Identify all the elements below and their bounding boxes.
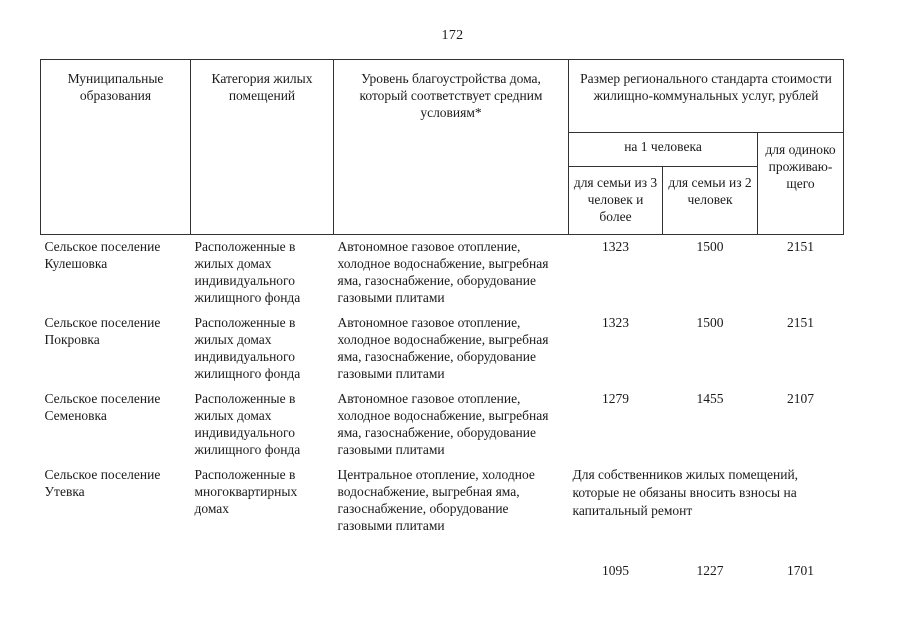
cell-category: Расположенные в жилых домах индивидуального жилищного фонда	[194, 315, 301, 381]
cell-single: 1701	[787, 563, 814, 578]
cell-family-2: 1500	[696, 239, 724, 254]
header-level: Уровень благоустройства дома, который соответствует средним условиям*	[334, 60, 569, 235]
cell-family-3: 1279	[602, 391, 629, 406]
header-municipal: Муниципальные образования	[41, 60, 191, 235]
cell-note: Для собственников жилых помещений, которые не обязаны вносить взносы на капитальный ремонт	[572, 467, 799, 518]
cell-municipal: Сельское поселение Утевка	[44, 467, 161, 499]
cell-category: Расположенные в жилых домах индивидуального жилищного фонда	[194, 391, 301, 457]
cell-single: 2107	[787, 391, 814, 406]
header-category: Категория жилых помещений	[191, 60, 334, 235]
cell-category: Расположенные в многоквартирных домах	[194, 467, 298, 516]
cell-municipal: Сельское поселение Семеновка	[44, 391, 161, 423]
header-per-person: на 1 человека	[569, 133, 758, 167]
cell-family-3: 1323	[602, 239, 629, 254]
cell-municipal: Сельское поселение Кулешовка	[44, 239, 161, 271]
cell-family-3: 1095	[602, 563, 629, 578]
cell-level: Автономное газовое отопление, холодное водоснабжение, выгребная яма, газоснабжение, оборудование газовыми плитами	[337, 239, 549, 305]
cell-family-2: 1500	[696, 315, 724, 330]
page-number: 172	[441, 28, 464, 43]
cell-municipal: Сельское поселение Покровка	[44, 315, 161, 347]
cell-family-2: 1227	[696, 563, 724, 578]
table-row	[41, 390, 844, 466]
cell-level: Автономное газовое отопление, холодное водоснабжение, выгребная яма, газоснабжение, оборудование газовыми плитами	[337, 315, 549, 381]
header-family-2: для семьи из 2 человек	[663, 167, 758, 235]
table-row	[41, 238, 844, 314]
table-row	[41, 542, 844, 579]
header-family-3: для семьи из 3 человек и более	[569, 167, 663, 235]
table-row	[41, 314, 844, 390]
cell-single: 2151	[787, 315, 814, 330]
cell-single: 2151	[787, 239, 814, 254]
cell-category: Расположенные в жилых домах индивидуального жилищного фонда	[194, 239, 301, 305]
standard-cost-table	[40, 59, 844, 579]
cell-family-2: 1455	[696, 391, 724, 406]
cell-family-3: 1323	[602, 315, 629, 330]
table-row	[41, 466, 844, 542]
header-single: для одиноко проживаю-щего	[758, 133, 844, 235]
cell-level: Автономное газовое отопление, холодное водоснабжение, выгребная яма, газоснабжение, оборудование газовыми плитами	[337, 391, 549, 457]
cell-level: Центральное отопление, холодное водоснабжение, выгребная яма, газоснабжение, оборудование газовыми плитами	[337, 467, 535, 533]
header-standard-size: Размер регионального стандарта стоимости жилищно-коммунальных услуг, рублей	[569, 60, 844, 133]
